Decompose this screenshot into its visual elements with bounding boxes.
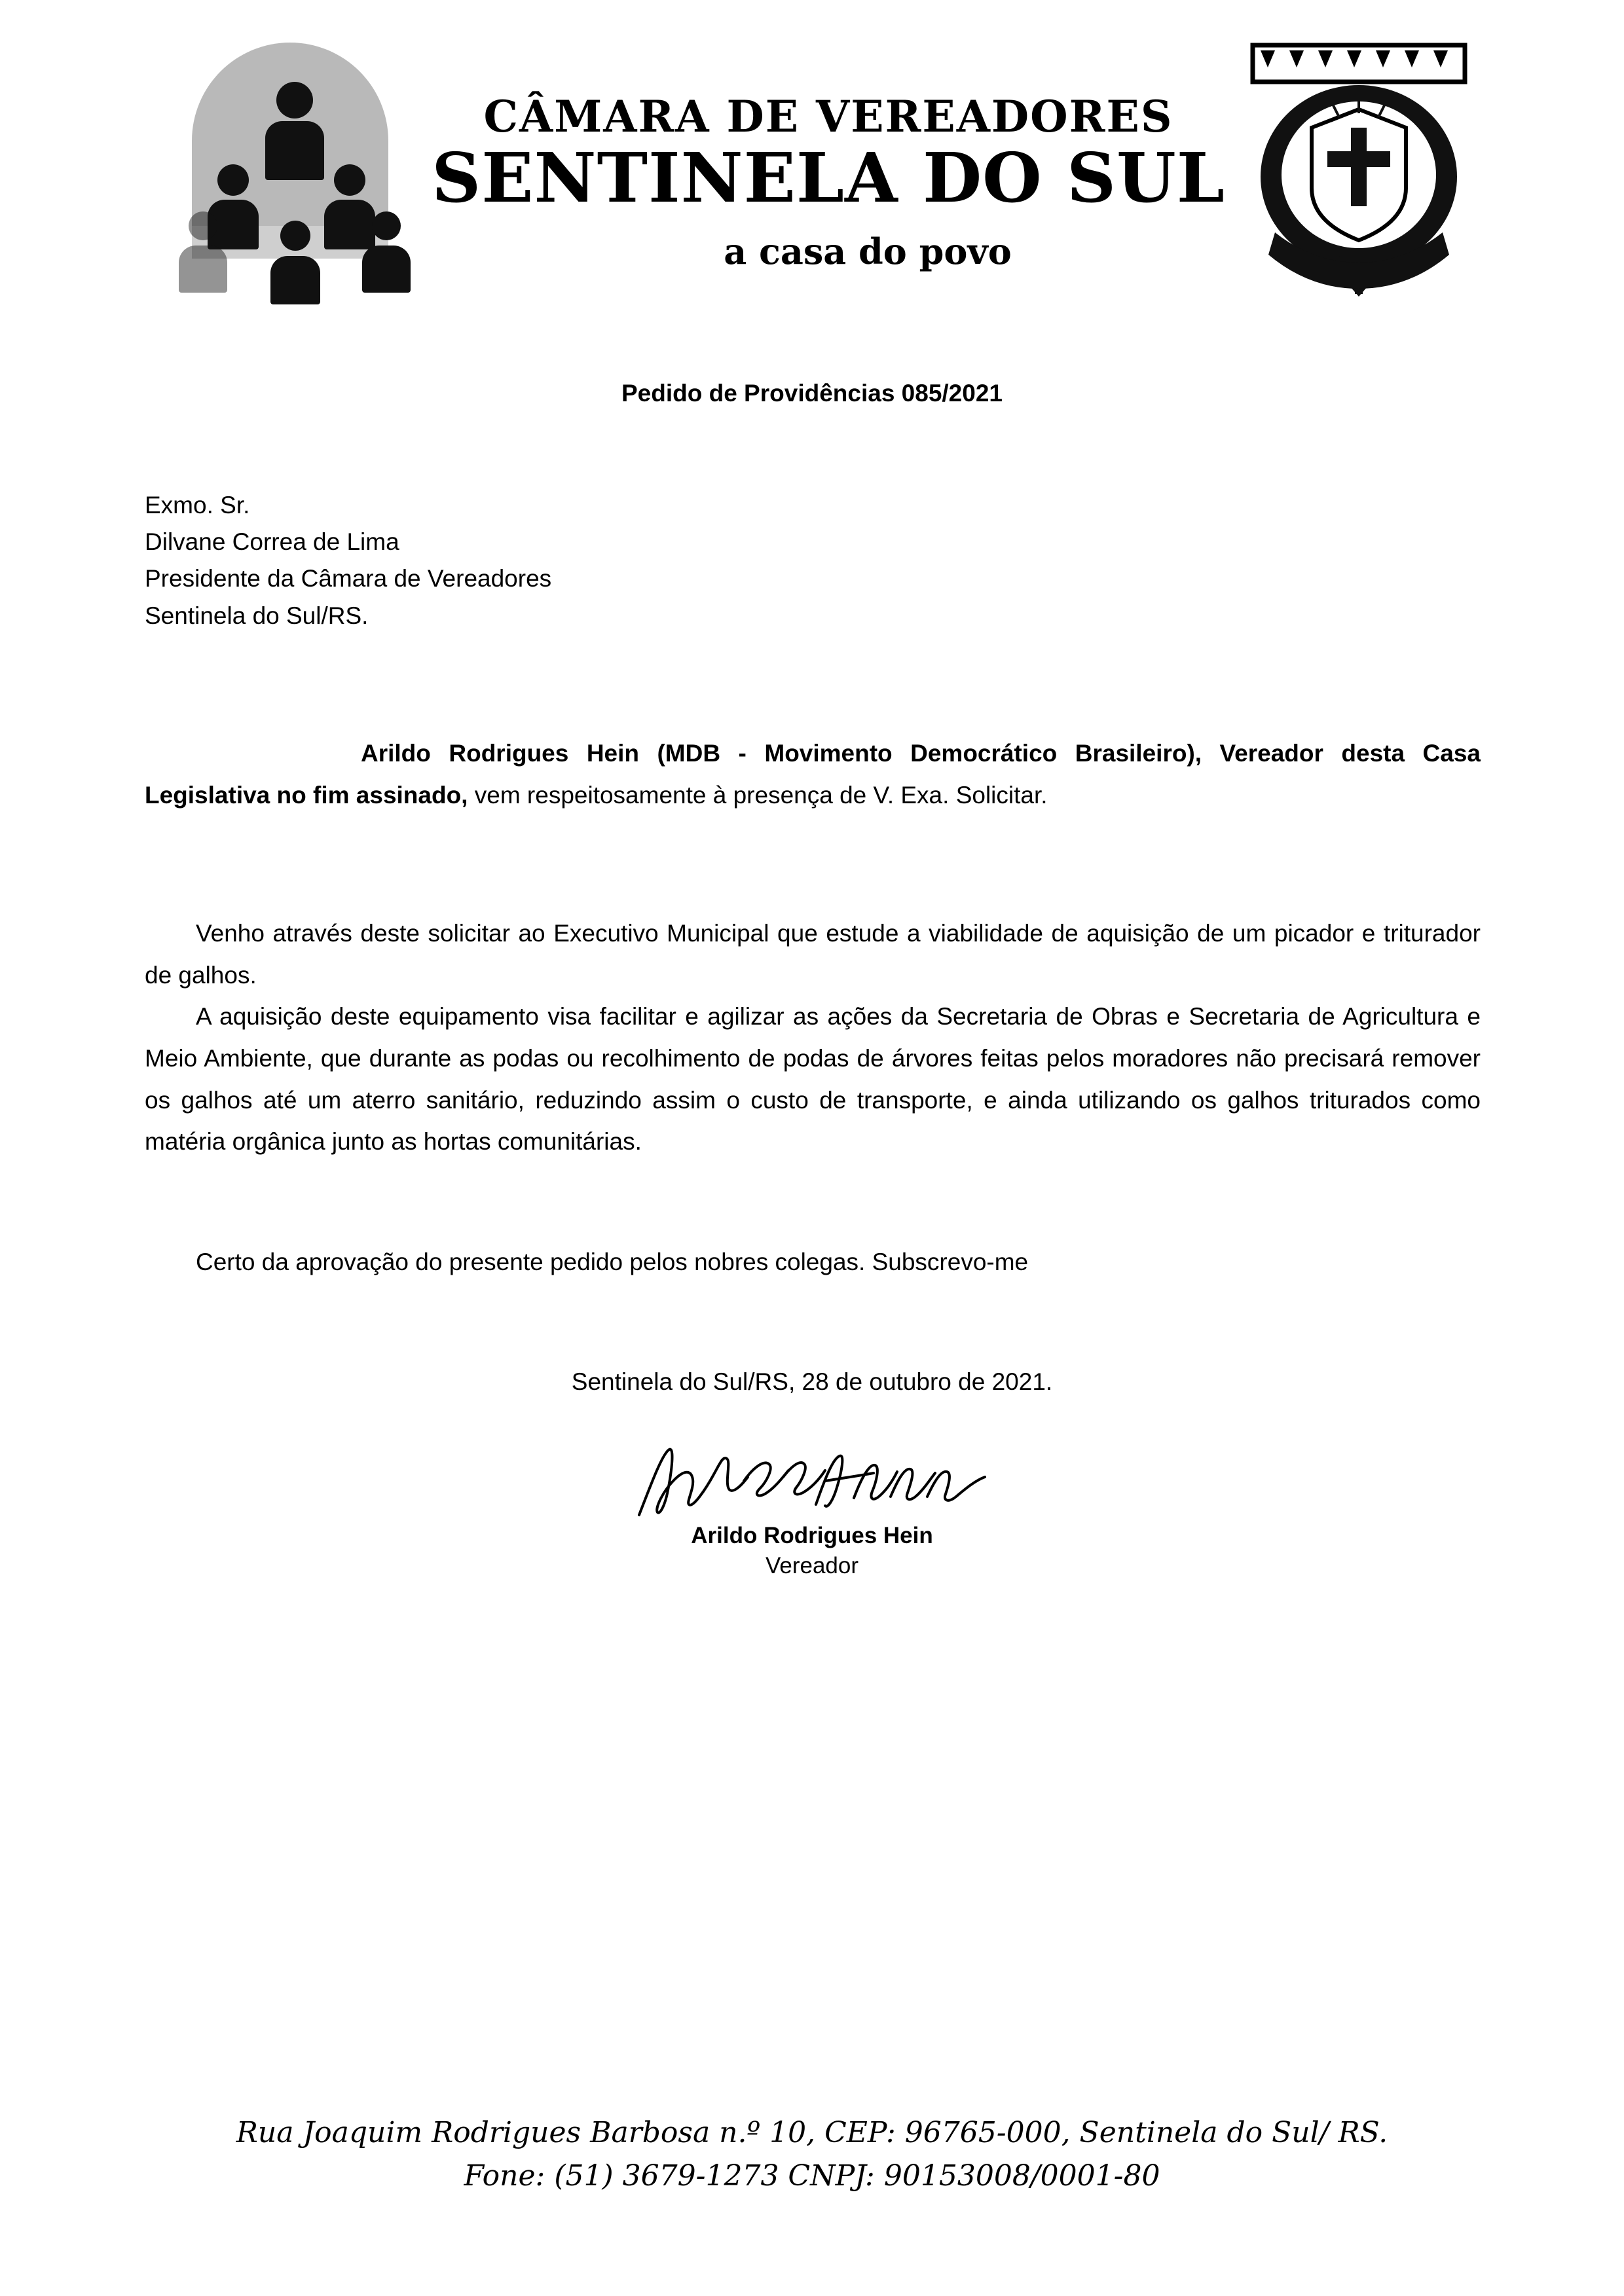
person-figure-icon bbox=[362, 211, 411, 293]
body-paragraph-2-text: A aquisição deste equipamento visa facilitar e agilizar as ações da Secretaria de Obras e Secretaria de Agricultura e Meio Ambiente, que durante as podas ou recolhimento de podas de árvores feitas pelos moradores não precisará remover os galhos até um aterro sanitário, reduzindo assim o custo de transporte, e ainda utilizando os galhos triturados como matéria orgânica junto as hortas comunitárias. bbox=[145, 1003, 1481, 1156]
addressee-line-3: Presidente da Câmara de Vereadores bbox=[145, 565, 552, 592]
addressee-block bbox=[145, 487, 1483, 634]
addressee-line-2: Dilvane Correa de Lima bbox=[145, 528, 399, 556]
signer-name: Arildo Rodrigues Hein bbox=[691, 1522, 933, 1548]
document-title: Pedido de Providências 085/2021 bbox=[621, 380, 1003, 407]
body-paragraph-2 bbox=[145, 996, 1481, 1163]
handwritten-signature-icon bbox=[629, 1442, 995, 1527]
body-paragraph-1-text: Venho através deste solicitar ao Executivo Municipal que estude a viabilidade de aquisição de um picador e triturador de galhos. bbox=[145, 920, 1481, 989]
intro-rest-text: vem respeitosamente à presença de V. Exa. Solicitar. bbox=[468, 781, 1048, 809]
person-figure-icon bbox=[270, 221, 320, 304]
person-figure-icon bbox=[179, 211, 227, 293]
footer-line-1: Rua Joaquim Rodrigues Barbosa n.º 10, CEP: 96765-000, Sentinela do Sul/ RS. bbox=[236, 2116, 1388, 2149]
body-paragraph-1 bbox=[145, 913, 1481, 996]
person-figure-icon bbox=[265, 82, 324, 180]
intro-paragraph bbox=[145, 733, 1481, 816]
signature-block bbox=[141, 1442, 1483, 1579]
letterhead bbox=[141, 0, 1483, 340]
addressee-line-4: Sentinela do Sul/RS. bbox=[145, 602, 369, 629]
place-and-date: Sentinela do Sul/RS, 28 de outubro de 2021. bbox=[571, 1368, 1053, 1395]
camara-people-dome-logo bbox=[167, 36, 416, 318]
intro-bold-text: Arildo Rodrigues Hein (MDB - Movimento Democrático Brasileiro), Vereador desta Casa Legislativa no fim assinado, bbox=[145, 739, 1481, 809]
closing-paragraph bbox=[145, 1241, 1481, 1283]
signer-role: Vereador bbox=[765, 1552, 859, 1578]
footer-address bbox=[0, 2111, 1624, 2198]
footer-line-2: Fone: (51) 3679-1273 CNPJ: 90153008/0001-80 bbox=[464, 2159, 1160, 2193]
organization-tagline: a casa do povo bbox=[724, 230, 1012, 273]
organization-name-line2: SENTINELA DO SUL bbox=[432, 137, 1225, 218]
municipal-coat-of-arms-icon bbox=[1241, 36, 1477, 318]
closing-paragraph-text: Certo da aprovação do presente pedido pelos nobres colegas. Subscrevo-me bbox=[196, 1248, 1029, 1275]
letterhead-titles bbox=[416, 36, 1241, 272]
organization-name-line1: CÂMARA DE VEREADORES bbox=[483, 91, 1173, 142]
addressee-line-1: Exmo. Sr. bbox=[145, 492, 250, 519]
